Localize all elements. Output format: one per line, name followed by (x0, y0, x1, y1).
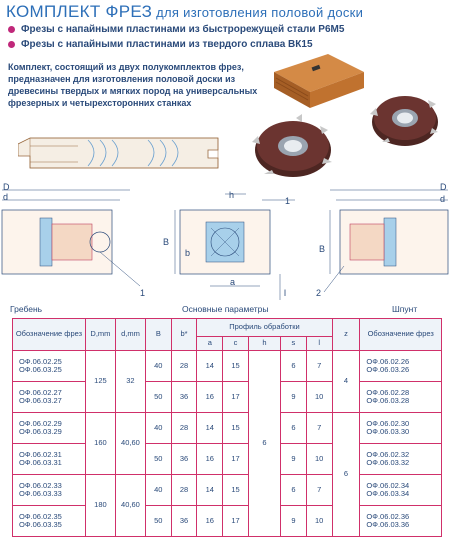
table-row (13, 475, 442, 506)
caption-left: Гребень (10, 304, 43, 314)
cell-d: 32 (115, 351, 145, 413)
header-b: b* (171, 319, 197, 351)
dim-label-h-mid: h (229, 190, 235, 200)
code-cell-right: ОФ.06.02.32 ОФ.06.03.32 (360, 444, 442, 475)
header-code-right: Обозначение фрез (360, 319, 442, 351)
parameters-table (12, 318, 442, 537)
description: Комплект, состоящий из двух полукомплектов фрез, предназначен для изготовления половой доски из древесины твердых и мягких пород на универсальных фрезерных и четырехсторонних станках (8, 62, 258, 108)
cell-D: 160 (85, 413, 115, 475)
cell-z: 4 (332, 351, 360, 413)
cell-B: 50 (145, 506, 171, 537)
dim-label-d-left: d (3, 192, 9, 202)
dim-label-d-right: d (440, 194, 446, 204)
code-cell-left: ОФ.06.02.25 ОФ.06.03.25 (13, 351, 86, 382)
bullet-item (8, 22, 368, 37)
cutter-image-right (368, 88, 442, 150)
cell-b: 36 (171, 506, 197, 537)
bullet-list (8, 22, 368, 52)
cell-l: 10 (306, 382, 332, 413)
cell-B: 40 (145, 351, 171, 382)
caption-right: Шпунт (392, 304, 418, 314)
cell-B: 40 (145, 475, 171, 506)
cell-s: 9 (281, 506, 307, 537)
cell-b: 36 (171, 382, 197, 413)
code-cell-left: ОФ.06.02.27 ОФ.06.03.27 (13, 382, 86, 413)
cell-B: 50 (145, 382, 171, 413)
floorboard-profile-drawing (18, 126, 228, 178)
cell-d: 40,60 (115, 475, 145, 537)
cell-l: 10 (306, 506, 332, 537)
cell-a: 16 (197, 444, 223, 475)
cell-s: 6 (281, 475, 307, 506)
cell-c: 15 (223, 413, 249, 444)
callout-1-mid: 1 (285, 196, 291, 206)
code-cell-right: ОФ.06.02.36 ОФ.06.03.36 (360, 506, 442, 537)
header-s: s (281, 337, 307, 351)
cell-l: 7 (306, 475, 332, 506)
code-cell-left: ОФ.06.02.35 ОФ.06.03.35 (13, 506, 86, 537)
cell-a: 14 (197, 351, 223, 382)
cell-D: 125 (85, 351, 115, 413)
cell-c: 17 (223, 444, 249, 475)
cell-a: 16 (197, 506, 223, 537)
header-code-left: Обозначение фрез (13, 319, 86, 351)
table-row (13, 351, 442, 382)
code-cell-right: ОФ.06.02.26 ОФ.06.03.26 (360, 351, 442, 382)
table-row (13, 444, 442, 475)
cell-b: 36 (171, 444, 197, 475)
cell-c: 17 (223, 506, 249, 537)
cell-B: 40 (145, 413, 171, 444)
cell-c: 15 (223, 475, 249, 506)
cell-B: 50 (145, 444, 171, 475)
header-h: h (248, 337, 280, 351)
bullet-dot-icon (8, 41, 15, 48)
bullet-item (8, 37, 368, 52)
cell-b: 28 (171, 413, 197, 444)
cell-b: 28 (171, 351, 197, 382)
cell-a: 16 (197, 382, 223, 413)
cell-h: 6 (248, 351, 280, 537)
cell-s: 9 (281, 382, 307, 413)
dim-label-a-mid: a (230, 277, 236, 287)
cell-d: 40,60 (115, 413, 145, 475)
cell-D: 180 (85, 475, 115, 537)
table-row (13, 413, 442, 444)
header-profile: Профиль обработки (197, 319, 332, 337)
technical-drawings (0, 180, 450, 304)
cell-l: 7 (306, 413, 332, 444)
header-d: d,mm (115, 319, 145, 351)
code-cell-right: ОФ.06.02.28 ОФ.06.03.28 (360, 382, 442, 413)
callout-2-right: 2 (316, 288, 322, 298)
header-D: D,mm (85, 319, 115, 351)
dim-label-b-mid: b (185, 248, 191, 258)
bullet-text: Фрезы с напайными пластинами из твердого сплава ВК15 (21, 39, 313, 50)
dim-label-B-mid: B (163, 237, 170, 247)
header-l: l (306, 337, 332, 351)
table-row (13, 382, 442, 413)
cell-l: 7 (306, 351, 332, 382)
cell-l: 10 (306, 444, 332, 475)
cell-s: 6 (281, 351, 307, 382)
code-cell-right: ОФ.06.02.34 ОФ.06.03.34 (360, 475, 442, 506)
cell-b: 28 (171, 475, 197, 506)
table-row (13, 506, 442, 537)
dim-label-D-left: D (3, 182, 10, 192)
cell-c: 15 (223, 351, 249, 382)
bullet-text: Фрезы с напайными пластинами из быстрорежущей стали Р6М5 (21, 24, 345, 35)
cell-s: 6 (281, 413, 307, 444)
caption-center: Основные параметры (182, 304, 269, 314)
cell-a: 14 (197, 475, 223, 506)
dim-label-l-mid: l (284, 288, 286, 298)
header-c: c (223, 337, 249, 351)
cell-z: 6 (332, 413, 360, 537)
code-cell-left: ОФ.06.02.31 ОФ.06.03.31 (13, 444, 86, 475)
wood-board-image (268, 52, 368, 110)
page-title (6, 2, 363, 22)
cutter-image-left (250, 112, 336, 182)
header-z: z (332, 319, 360, 351)
title-rest: для изготовления половой доски (152, 5, 364, 20)
dim-label-B-right: B (319, 244, 326, 254)
title-main: КОМПЛЕКТ ФРЕЗ (6, 2, 153, 21)
dim-label-D-right: D (440, 182, 447, 192)
code-cell-right: ОФ.06.02.30 ОФ.06.03.30 (360, 413, 442, 444)
cell-c: 17 (223, 382, 249, 413)
cell-s: 9 (281, 444, 307, 475)
bullet-dot-icon (8, 26, 15, 33)
table-captions (0, 304, 450, 318)
header-a: a (197, 337, 223, 351)
callout-1-left: 1 (140, 288, 146, 298)
cell-a: 14 (197, 413, 223, 444)
code-cell-left: ОФ.06.02.33 ОФ.06.03.33 (13, 475, 86, 506)
code-cell-left: ОФ.06.02.29 ОФ.06.03.29 (13, 413, 86, 444)
header-B: B (145, 319, 171, 351)
